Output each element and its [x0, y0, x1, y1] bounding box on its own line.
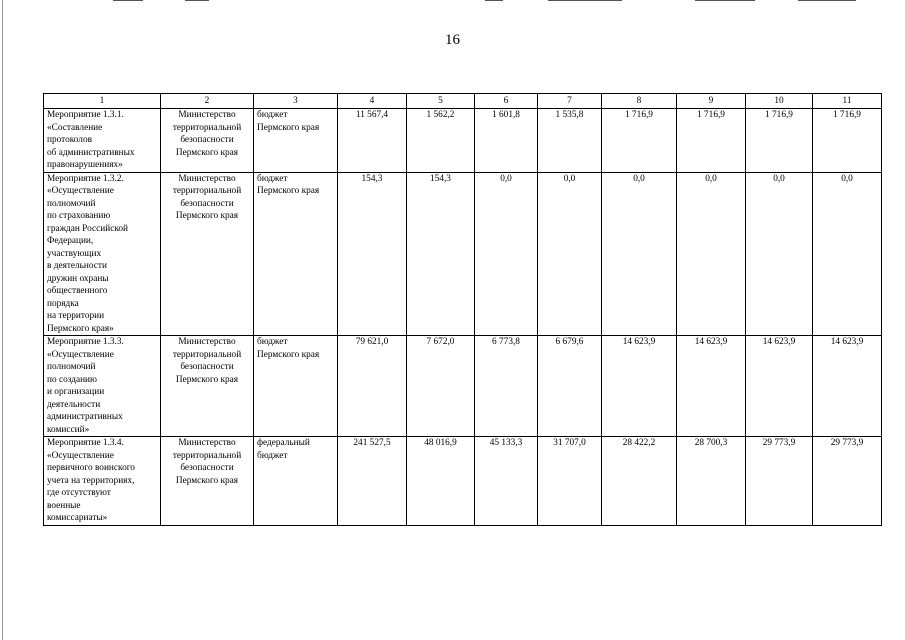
value-cell: 11 567,4 [338, 109, 407, 173]
activity-cell: Мероприятие 1.3.3. «Осуществление полномочий по созданию и организации деятельности административных комиссий» [44, 336, 161, 437]
funding-source-cell: бюджет Пермского края [254, 336, 338, 437]
column-header: 10 [746, 94, 813, 109]
value-cell: 1 535,8 [538, 109, 602, 173]
funding-source-cell: бюджет Пермского края [254, 172, 338, 336]
value-cell: 28 422,2 [602, 437, 677, 526]
value-cell: 154,3 [338, 172, 407, 336]
value-cell: 31 707,0 [538, 437, 602, 526]
column-header: 4 [338, 94, 407, 109]
value-cell: 7 672,0 [407, 336, 475, 437]
activity-cell: Мероприятие 1.3.1. «Составление протоколов об административных правонарушениях» [44, 109, 161, 173]
activity-cell: Мероприятие 1.3.4. «Осуществление первичного воинского учета на территориях, где отсутствуют военные комиссариаты» [44, 437, 161, 526]
value-cell: 6 679,6 [538, 336, 602, 437]
column-header: 9 [677, 94, 746, 109]
value-cell: 0,0 [813, 172, 882, 336]
value-cell: 0,0 [677, 172, 746, 336]
column-header: 7 [538, 94, 602, 109]
value-cell: 14 623,9 [746, 336, 813, 437]
column-header: 8 [602, 94, 677, 109]
executor-cell: Министерство территориальной безопасности Пермского края [161, 437, 254, 526]
value-cell: 45 133,3 [475, 437, 538, 526]
table-row [44, 437, 882, 526]
executor-cell: Министерство территориальной безопасности Пермского края [161, 336, 254, 437]
table-header-row [44, 94, 882, 109]
budget-table [43, 93, 882, 526]
value-cell: 0,0 [538, 172, 602, 336]
activity-cell: Мероприятие 1.3.2. «Осуществление полномочий по страхованию граждан Российской Федерации, участвующих в деятельности дружин охраны общественного порядка на территории Пермского края» [44, 172, 161, 336]
value-cell: 0,0 [602, 172, 677, 336]
executor-cell: Министерство территориальной безопасности Пермского края [161, 109, 254, 173]
column-header: 5 [407, 94, 475, 109]
value-cell: 28 700,3 [677, 437, 746, 526]
value-cell: 1 562,2 [407, 109, 475, 173]
table-row [44, 172, 882, 336]
column-header: 6 [475, 94, 538, 109]
page-left-edge [2, 0, 3, 640]
value-cell: 1 716,9 [602, 109, 677, 173]
value-cell: 6 773,8 [475, 336, 538, 437]
column-header: 1 [44, 94, 161, 109]
table-row [44, 109, 882, 173]
column-header: 3 [254, 94, 338, 109]
funding-source-cell: бюджет Пермского края [254, 109, 338, 173]
value-cell: 14 623,9 [602, 336, 677, 437]
table-row [44, 336, 882, 437]
top-edge-marks [0, 0, 905, 4]
executor-cell: Министерство территориальной безопасности Пермского края [161, 172, 254, 336]
value-cell: 79 621,0 [338, 336, 407, 437]
value-cell: 154,3 [407, 172, 475, 336]
funding-source-cell: федеральный бюджет [254, 437, 338, 526]
value-cell: 1 601,8 [475, 109, 538, 173]
page-number: 16 [445, 32, 460, 48]
value-cell: 29 773,9 [746, 437, 813, 526]
value-cell: 1 716,9 [746, 109, 813, 173]
column-header: 2 [161, 94, 254, 109]
value-cell: 0,0 [475, 172, 538, 336]
column-header: 11 [813, 94, 882, 109]
value-cell: 48 016,9 [407, 437, 475, 526]
value-cell: 29 773,9 [813, 437, 882, 526]
value-cell: 1 716,9 [813, 109, 882, 173]
value-cell: 14 623,9 [813, 336, 882, 437]
value-cell: 1 716,9 [677, 109, 746, 173]
value-cell: 241 527,5 [338, 437, 407, 526]
value-cell: 0,0 [746, 172, 813, 336]
value-cell: 14 623,9 [677, 336, 746, 437]
